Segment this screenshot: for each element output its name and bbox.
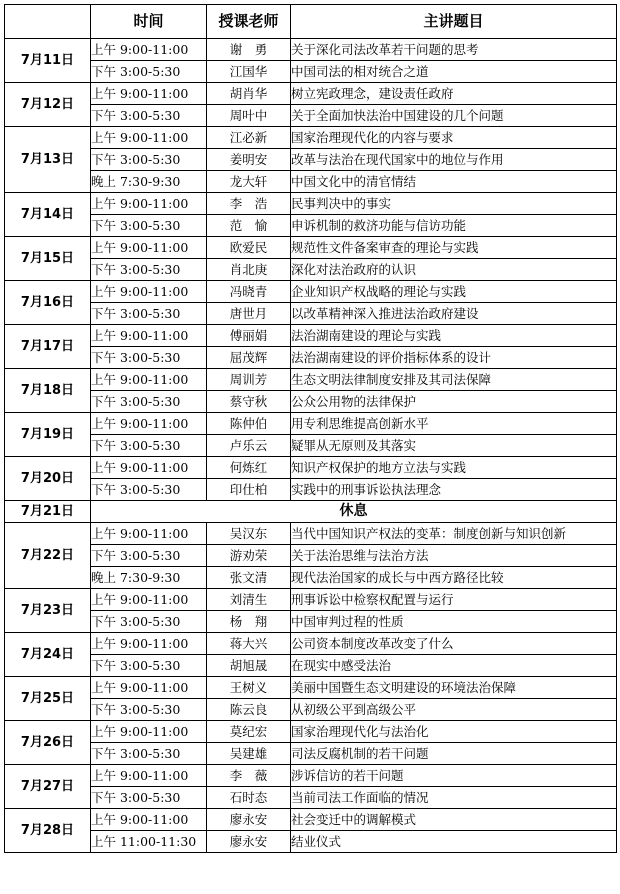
session-topic: 关于法治思维与法治方法 [291,545,617,567]
session-time: 上午 9:00-11:00 [91,677,207,699]
session-topic: 结业仪式 [291,831,617,853]
session-row [5,105,617,127]
session-teacher: 印仕柏 [207,479,291,501]
session-row [5,611,617,633]
session-topic: 涉诉信访的若干问题 [291,765,617,787]
date-cell: 7月13日 [5,127,91,193]
date-cell: 7月17日 [5,325,91,369]
session-teacher: 江国华 [207,61,291,83]
session-time: 下午 3:00-5:30 [91,699,207,721]
session-row [5,83,617,105]
date-cell: 7月18日 [5,369,91,413]
session-time: 上午 9:00-11:00 [91,325,207,347]
session-teacher: 石时态 [207,787,291,809]
session-topic: 实践中的刑事诉讼执法理念 [291,479,617,501]
session-row [5,39,617,61]
session-row [5,721,617,743]
session-row [5,237,617,259]
header-row [5,5,617,39]
session-time: 下午 3:00-5:30 [91,787,207,809]
schedule-body [5,39,617,853]
session-teacher: 周训芳 [207,369,291,391]
session-teacher: 莫纪宏 [207,721,291,743]
session-row [5,479,617,501]
session-topic: 企业知识产权战略的理论与实践 [291,281,617,303]
session-topic: 深化对法治政府的认识 [291,259,617,281]
session-topic: 法治湖南建设的评价指标体系的设计 [291,347,617,369]
date-cell: 7月20日 [5,457,91,501]
session-teacher: 冯晓青 [207,281,291,303]
session-row [5,809,617,831]
session-topic: 公司资本制度改革改变了什么 [291,633,617,655]
session-teacher: 蔡守秋 [207,391,291,413]
session-topic: 生态文明法律制度安排及其司法保障 [291,369,617,391]
session-topic: 知识产权保护的地方立法与实践 [291,457,617,479]
session-teacher: 屈茂辉 [207,347,291,369]
session-row [5,413,617,435]
session-teacher: 卢乐云 [207,435,291,457]
session-teacher: 胡旭晟 [207,655,291,677]
session-topic: 树立宪政理念，建设责任政府 [291,83,617,105]
session-time: 上午 9:00-11:00 [91,39,207,61]
session-row [5,127,617,149]
session-row [5,765,617,787]
session-teacher: 何炼红 [207,457,291,479]
session-row [5,743,617,765]
session-teacher: 游劝荣 [207,545,291,567]
session-time: 上午 9:00-11:00 [91,633,207,655]
session-row [5,545,617,567]
session-row [5,259,617,281]
session-time: 下午 3:00-5:30 [91,105,207,127]
session-teacher: 刘清生 [207,589,291,611]
date-cell: 7月23日 [5,589,91,633]
session-time: 下午 3:00-5:30 [91,545,207,567]
session-teacher: 欧爱民 [207,237,291,259]
session-row [5,435,617,457]
session-time: 上午 9:00-11:00 [91,457,207,479]
session-topic: 当前司法工作面临的情况 [291,787,617,809]
session-row [5,589,617,611]
session-row [5,523,617,545]
session-row [5,787,617,809]
session-row [5,391,617,413]
session-teacher: 张文清 [207,567,291,589]
session-topic: 申诉机制的救济功能与信访功能 [291,215,617,237]
session-row [5,677,617,699]
session-topic: 刑事诉讼中检察权配置与运行 [291,589,617,611]
session-time: 上午 9:00-11:00 [91,83,207,105]
session-teacher: 唐世月 [207,303,291,325]
session-teacher: 范 愉 [207,215,291,237]
session-time: 上午 9:00-11:00 [91,193,207,215]
session-topic: 社会变迁中的调解模式 [291,809,617,831]
session-topic: 国家治理现代化与法治化 [291,721,617,743]
session-row [5,699,617,721]
session-topic: 在现实中感受法治 [291,655,617,677]
session-topic: 中国审判过程的性质 [291,611,617,633]
session-topic: 疑罪从无原则及其落实 [291,435,617,457]
session-row [5,369,617,391]
rest-label: 休息 [91,501,617,523]
session-topic: 司法反腐机制的若干问题 [291,743,617,765]
session-teacher: 胡肖华 [207,83,291,105]
session-topic: 法治湖南建设的理论与实践 [291,325,617,347]
session-row [5,193,617,215]
session-topic: 现代法治国家的成长与中西方路径比较 [291,567,617,589]
date-cell: 7月24日 [5,633,91,677]
session-topic: 规范性文件备案审查的理论与实践 [291,237,617,259]
session-teacher: 吴汉东 [207,523,291,545]
session-teacher: 龙大轩 [207,171,291,193]
session-topic: 中国文化中的清官情结 [291,171,617,193]
session-teacher: 吴建雄 [207,743,291,765]
session-time: 上午 9:00-11:00 [91,413,207,435]
date-cell: 7月11日 [5,39,91,83]
date-cell: 7月14日 [5,193,91,237]
session-teacher: 陈云良 [207,699,291,721]
session-time: 下午 3:00-5:30 [91,479,207,501]
session-time: 下午 3:00-5:30 [91,259,207,281]
session-time: 上午 9:00-11:00 [91,765,207,787]
date-cell: 7月26日 [5,721,91,765]
session-time: 下午 3:00-5:30 [91,347,207,369]
session-time: 下午 3:00-5:30 [91,391,207,413]
session-time: 上午 9:00-11:00 [91,721,207,743]
session-time: 上午 11:00-11:30 [91,831,207,853]
session-time: 下午 3:00-5:30 [91,303,207,325]
session-time: 上午 9:00-11:00 [91,809,207,831]
session-row [5,347,617,369]
session-time: 上午 9:00-11:00 [91,237,207,259]
session-time: 上午 9:00-11:00 [91,127,207,149]
session-row [5,457,617,479]
session-row [5,215,617,237]
date-cell: 7月27日 [5,765,91,809]
session-row [5,171,617,193]
session-teacher: 李 薇 [207,765,291,787]
session-teacher: 王树义 [207,677,291,699]
session-teacher: 李 浩 [207,193,291,215]
session-time: 上午 9:00-11:00 [91,281,207,303]
session-topic: 以改革精神深入推进法治政府建设 [291,303,617,325]
session-topic: 关于全面加快法治中国建设的几个问题 [291,105,617,127]
date-cell: 7月22日 [5,523,91,589]
session-topic: 改革与法治在现代国家中的地位与作用 [291,149,617,171]
session-topic: 关于深化司法改革若干问题的思考 [291,39,617,61]
session-time: 下午 3:00-5:30 [91,611,207,633]
session-teacher: 江必新 [207,127,291,149]
date-cell: 7月25日 [5,677,91,721]
schedule-table [4,4,617,853]
session-row [5,325,617,347]
session-topic: 国家治理现代化的内容与要求 [291,127,617,149]
session-row [5,655,617,677]
session-teacher: 蒋大兴 [207,633,291,655]
header-topic: 主讲题目 [291,5,617,39]
session-time: 下午 3:00-5:30 [91,743,207,765]
date-cell: 7月19日 [5,413,91,457]
session-topic: 用专利思维提高创新水平 [291,413,617,435]
header-time: 时间 [91,5,207,39]
rest-day-row [5,501,617,523]
session-teacher: 廖永安 [207,809,291,831]
session-topic: 中国司法的相对统合之道 [291,61,617,83]
date-cell: 7月28日 [5,809,91,853]
session-teacher: 廖永安 [207,831,291,853]
session-row [5,567,617,589]
header-teacher: 授课老师 [207,5,291,39]
session-row [5,633,617,655]
session-row [5,149,617,171]
session-time: 上午 9:00-11:00 [91,369,207,391]
session-topic: 从初级公平到高级公平 [291,699,617,721]
session-row [5,281,617,303]
session-teacher: 陈仲伯 [207,413,291,435]
date-cell: 7月15日 [5,237,91,281]
session-teacher: 肖北庚 [207,259,291,281]
date-cell: 7月21日 [5,501,91,523]
session-time: 下午 3:00-5:30 [91,655,207,677]
session-row [5,61,617,83]
session-time: 下午 3:00-5:30 [91,215,207,237]
session-time: 晚上 7:30-9:30 [91,171,207,193]
session-teacher: 周叶中 [207,105,291,127]
header-date [5,5,91,39]
session-teacher: 姜明安 [207,149,291,171]
date-cell: 7月16日 [5,281,91,325]
session-time: 下午 3:00-5:30 [91,149,207,171]
session-time: 下午 3:00-5:30 [91,435,207,457]
session-teacher: 谢 勇 [207,39,291,61]
session-time: 上午 9:00-11:00 [91,523,207,545]
session-topic: 当代中国知识产权法的变革：制度创新与知识创新 [291,523,617,545]
date-cell: 7月12日 [5,83,91,127]
session-topic: 民事判决中的事实 [291,193,617,215]
session-topic: 美丽中国暨生态文明建设的环境法治保障 [291,677,617,699]
session-time: 上午 9:00-11:00 [91,589,207,611]
session-teacher: 杨 翔 [207,611,291,633]
session-topic: 公众公用物的法律保护 [291,391,617,413]
session-row [5,831,617,853]
session-time: 晚上 7:30-9:30 [91,567,207,589]
session-teacher: 傅丽娟 [207,325,291,347]
session-row [5,303,617,325]
session-time: 下午 3:00-5:30 [91,61,207,83]
